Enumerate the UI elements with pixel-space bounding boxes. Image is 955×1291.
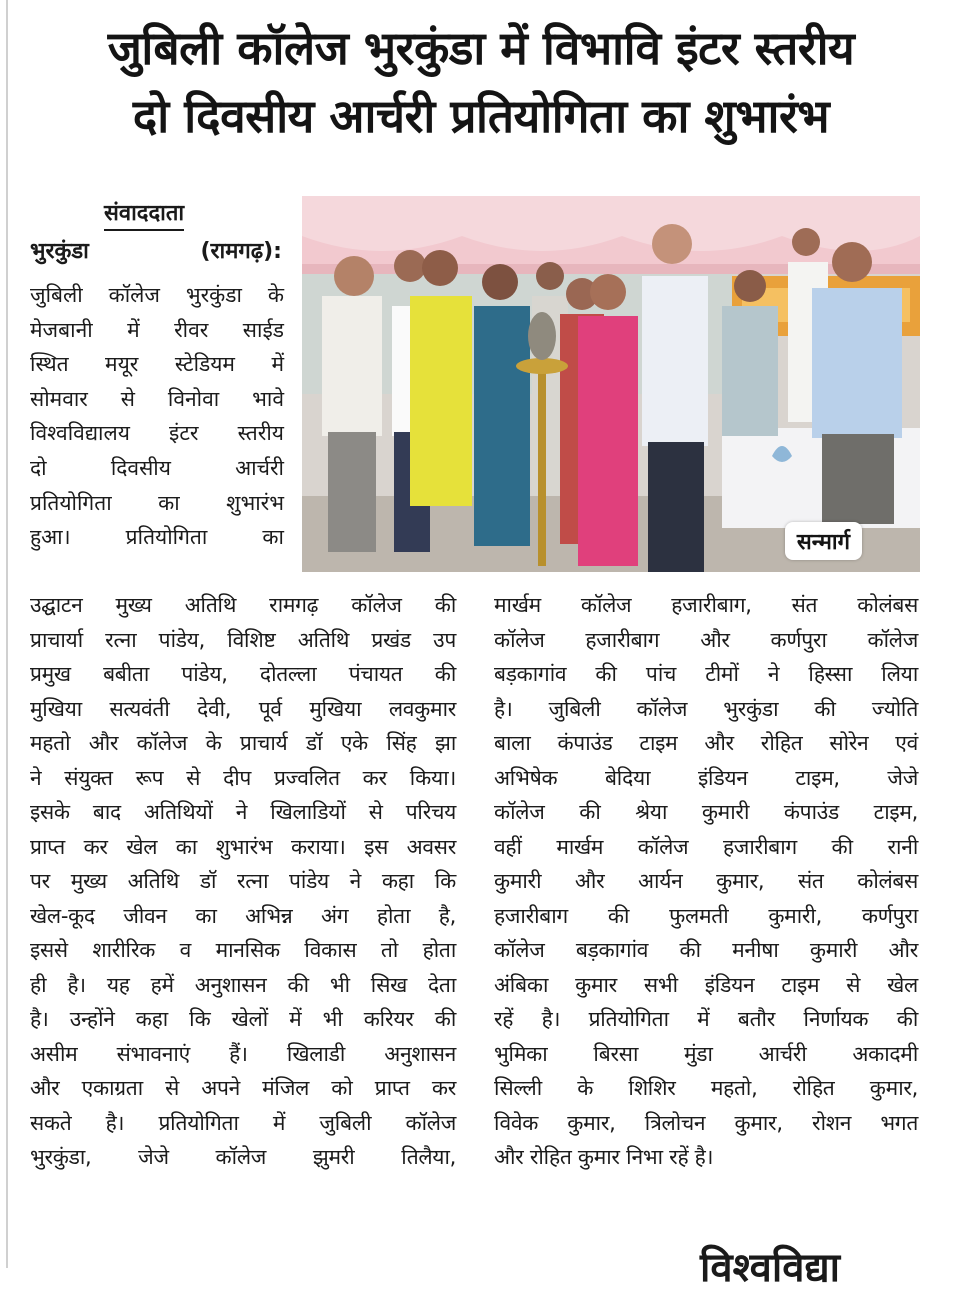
headline-line-1: जुबिली कॉलेज भुरकुंडा में विभावि इंटर स्तरीय <box>107 21 855 75</box>
text-line: उद्घाटन मुख्य अतिथि रामगढ़ कॉलेज की <box>30 593 456 617</box>
article-column-right <box>494 588 918 1175</box>
text-line: है। उन्होंने कहा कि खेलों में भी करियर की <box>30 1007 456 1031</box>
text-line: मेजबानी में रीवर साईड <box>30 317 284 342</box>
text-line: बाला कंपाउंड टाइम और रोहित सोरेन एवं <box>494 731 918 755</box>
article-column-intro <box>30 278 284 555</box>
next-article-headline-fragment: विश्वविद्या <box>700 1245 840 1291</box>
text-line: कुमारी और आर्यन कुमार, संत कोलंबस <box>494 869 918 893</box>
text-line: पर मुख्य अतिथि डॉ रत्ना पांडेय ने कहा कि <box>30 869 456 893</box>
text-line: ही है। यह हमें अनुशासन की भी सिख देता <box>30 972 456 997</box>
text-line: इसके बाद अतिथियों ने खिलाडियों से परिचय <box>30 800 456 824</box>
text-line: प्राचार्या रत्ना पांडेय, विशिष्ट अतिथि प्रखंड उप <box>30 627 456 652</box>
text-line: जुबिली कॉलेज भुरकुंडा के <box>30 283 284 307</box>
text-line: सकते है। प्रतियोगिता में जुबिली कॉलेज <box>30 1110 456 1135</box>
article-photo <box>302 196 920 572</box>
text-line: महतो और कॉलेज के प्राचार्य डॉ एके सिंह झा <box>30 731 456 755</box>
photo-watermark: सन्मार्ग <box>785 522 862 560</box>
article-headline <box>16 14 946 150</box>
photo-illustration <box>302 196 920 572</box>
article-column-left <box>30 588 456 1175</box>
text-line: प्राप्त कर खेल का शुभारंभ कराया। इस अवसर <box>30 834 456 859</box>
text-line: सोमवार से विनोवा भावे <box>30 386 284 411</box>
text-line: रहें है। प्रतियोगिता में बतौर निर्णायक की <box>494 1007 918 1031</box>
text-line: अंबिका कुमार सभी इंडियन टाइम से खेल <box>494 972 918 997</box>
text-line: कॉलेज हजारीबाग और कर्णपुरा कॉलेज <box>494 627 918 652</box>
text-line: मुखिया सत्यवंती देवी, पूर्व मुखिया लवकुमार <box>30 696 456 721</box>
text-line: विश्वविद्यालय इंटर स्तरीय <box>30 421 284 446</box>
text-line: ने संयुक्त रूप से दीप प्रज्वलित कर किया। <box>30 765 456 790</box>
text-line: है। जुबिली कॉलेज भुरकुंडा की ज्योति <box>494 696 918 721</box>
text-line: सिल्ली के शिशिर महतो, रोहित कुमार, <box>494 1076 918 1100</box>
dateline-region: (रामगढ़): <box>200 239 282 264</box>
byline: संवाददाता <box>104 200 184 231</box>
page-edge-rule <box>6 0 8 1268</box>
dateline <box>30 237 282 267</box>
text-line: और रोहित कुमार निभा रहें है। <box>494 1145 714 1169</box>
text-line: भुमिका बिरसा मुंडा आर्चरी अकादमी <box>494 1041 918 1066</box>
text-line: भुरकुंडा, जेजे कॉलेज झुमरी तिलैया, <box>30 1145 456 1169</box>
text-line: और एकाग्रता से अपने मंजिल को प्राप्त कर <box>30 1076 456 1100</box>
text-line: खेल-कूद जीवन का अभिन्न अंग होता है, <box>30 903 456 928</box>
text-line: दो दिवसीय आर्चरी <box>30 455 284 480</box>
text-line: हजारीबाग की फुलमती कुमारी, कर्णपुरा <box>494 903 918 928</box>
text-line: बड़कागांव की पांच टीमों ने हिस्सा लिया <box>494 662 918 686</box>
text-line: वहीं मार्खम कॉलेज हजारीबाग की रानी <box>494 834 918 859</box>
text-line: हुआ। प्रतियोगिता का <box>30 525 284 550</box>
text-line: स्थित मयूर स्टेडियम में <box>30 352 284 377</box>
text-line: असीम संभावनाएं हैं। खिलाडी अनुशासन <box>30 1041 456 1066</box>
text-line: कॉलेज की श्रेया कुमारी कंपाउंड टाइम, <box>494 800 918 824</box>
dateline-place: भुरकुंडा <box>30 239 89 264</box>
text-line: विवेक कुमार, त्रिलोचन कुमार, रोशन भगत <box>494 1110 918 1135</box>
text-line: प्रतियोगिता का शुभारंभ <box>30 490 284 515</box>
text-line: इससे शारीरिक व मानसिक विकास तो होता <box>30 938 456 962</box>
text-line: प्रमुख बबीता पांडेय, दोतल्ला पंचायत की <box>30 662 456 686</box>
headline-line-2: दो दिवसीय आर्चरी प्रतियोगिता का शुभारंभ <box>132 89 830 143</box>
text-line: कॉलेज बड़कागांव की मनीषा कुमारी और <box>494 938 918 962</box>
text-line: अभिषेक बेदिया इंडियन टाइम, जेजे <box>494 765 918 790</box>
text-line: मार्खम कॉलेज हजारीबाग, संत कोलंबस <box>494 593 918 617</box>
